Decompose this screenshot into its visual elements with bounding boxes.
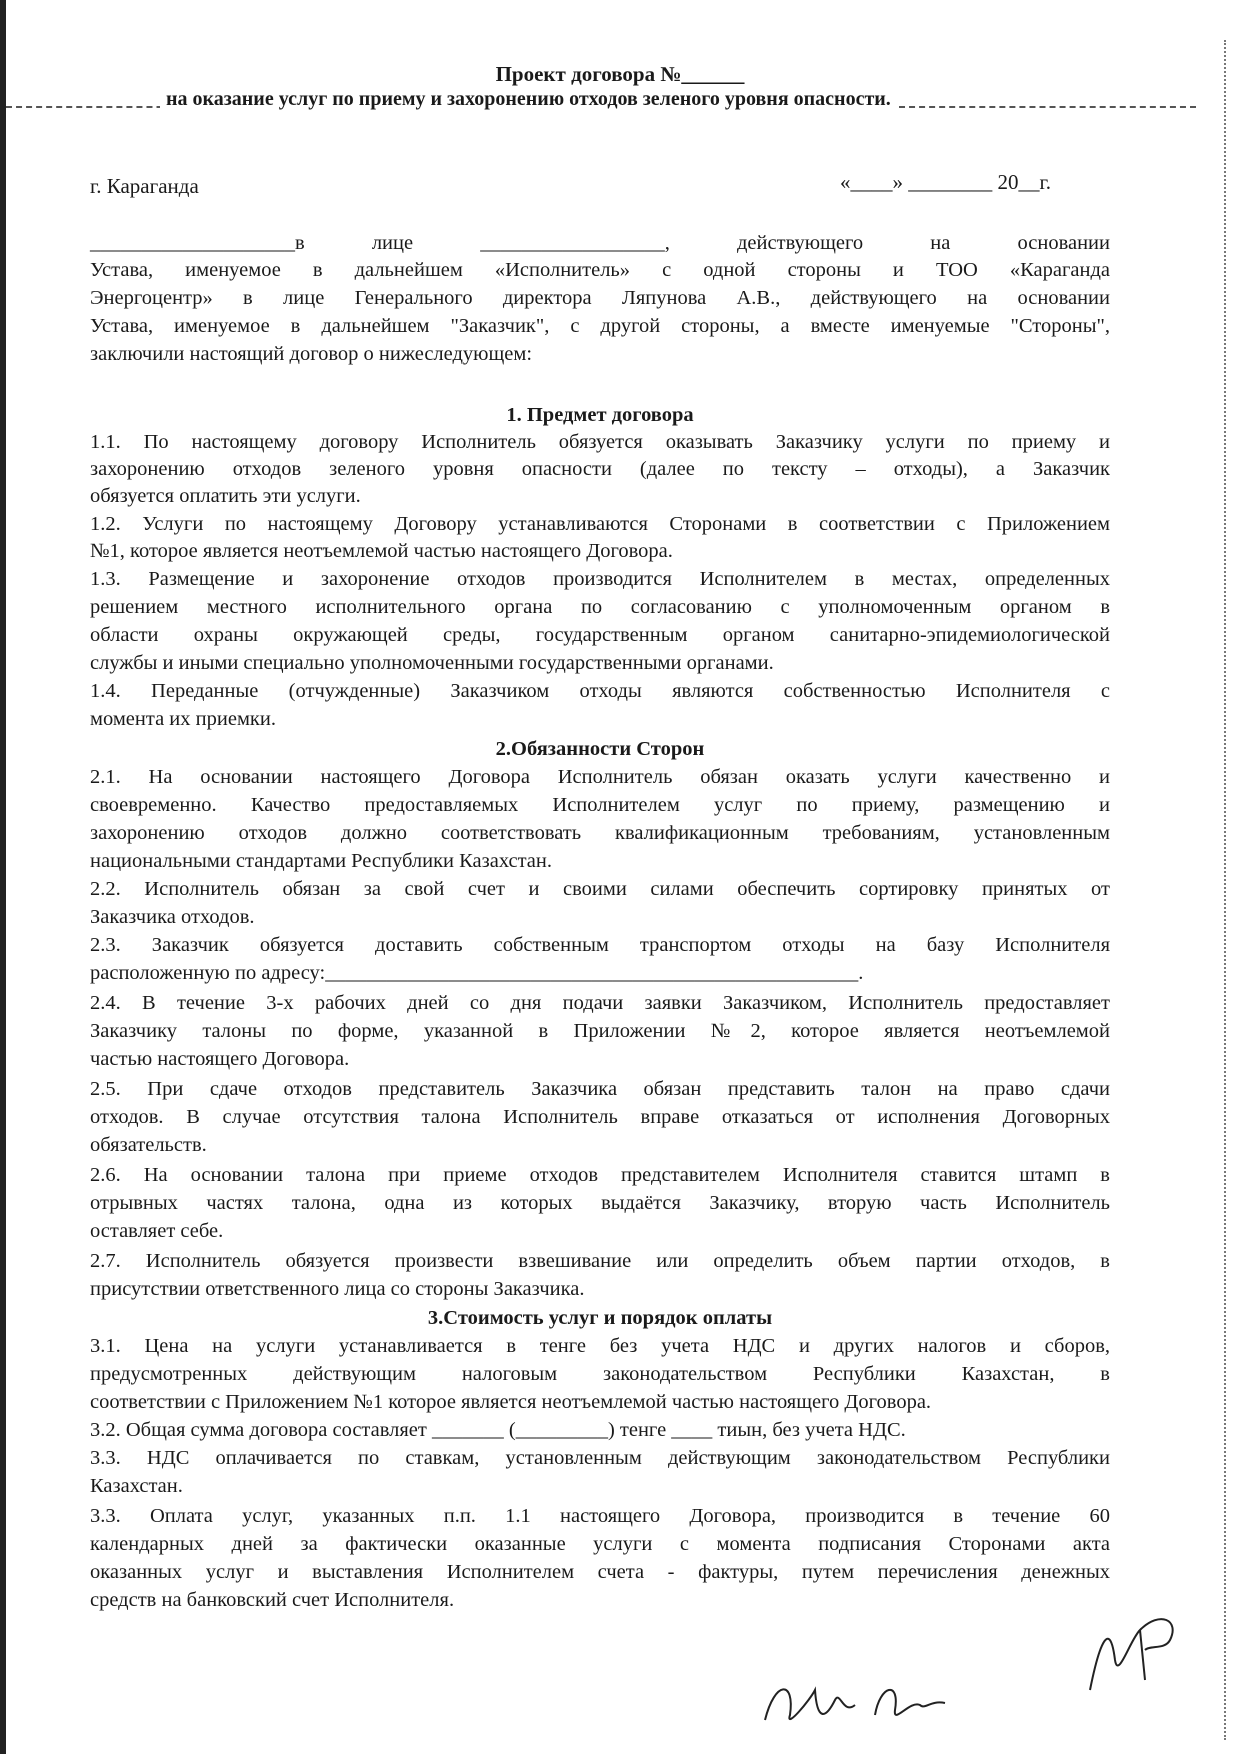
section-heading: 2.Обязанности Сторон <box>495 738 705 760</box>
clause-line: Заказчику талоны по форме, указанной в Приложении №2, которое является неотъемлемой <box>90 1020 1110 1042</box>
clause-line: 1.3. Размещение и захоронение отходов производится Исполнителем в местах, определенных <box>90 568 1110 590</box>
handwritten-signature <box>1070 1600 1200 1710</box>
handwritten-signature <box>865 1665 955 1735</box>
clause-line: 2.2. Исполнитель обязан за свой счет и своими силами обеспечить сортировку принятых от <box>90 878 1110 900</box>
date-blank: «____» ________ 20__г. <box>840 170 1051 194</box>
clause-line: оказанных услуг и выставления Исполнителем счета - фактуры, путем перечисления денежных <box>90 1561 1110 1583</box>
clause-line: предусмотренных действующим налоговым законодательством Республики Казахстан, в <box>90 1363 1110 1385</box>
clause-line: 3.3. НДС оплачивается по ставкам, установленным действующим законодательством Республики <box>90 1447 1110 1469</box>
clause-line: обязуется оплатить эти услуги. <box>90 485 361 507</box>
document-subtitle: на оказание услуг по приему и захоронению отходов зеленого уровня опасности. <box>160 88 897 111</box>
clause-line: отрывных частях талона, одна из которых выдаётся Заказчику, вторую часть Исполнитель <box>90 1192 1110 1214</box>
document-title: Проект договора №______ <box>495 62 745 86</box>
clause-line: 2.3. Заказчик обязуется доставить собственным транспортом отходы на базу Исполнителя <box>90 934 1110 956</box>
clause-line: 1.1. По настоящему договору Исполнитель обязуется оказывать Заказчику услуги по приему и <box>90 431 1110 453</box>
preamble-line: ____________________в лице __________________, действующего на основании <box>90 232 1110 254</box>
clause-line: присутствии ответственного лица со стороны Заказчика. <box>90 1278 585 1300</box>
clause-line: захоронению отходов должно соответствовать квалификационным требованиям, установленным <box>90 822 1110 844</box>
clause-line: частью настоящего Договора. <box>90 1048 350 1070</box>
clause-line: средств на банковский счет Исполнителя. <box>90 1589 455 1611</box>
clause-line: службы и иными специально уполномоченными государственными органами. <box>90 652 774 674</box>
clause-line: своевременно. Качество предоставляемых Исполнителем услуг по приему, размещению и <box>90 794 1110 816</box>
clause-line: национальными стандартами Республики Казахстан. <box>90 850 552 872</box>
clause-line: отходов. В случае отсутствия талона Исполнитель вправе отказаться от исполнения Договорных <box>90 1106 1110 1128</box>
preamble-line: Устава, именуемое в дальнейшем "Заказчик", с другой стороны, а вместе именуемые "Стороны", <box>90 315 1110 337</box>
clause-line: 1.4. Переданные (отчужденные) Заказчиком отходы являются собственностью Исполнителя с <box>90 680 1110 702</box>
clause-line: №1, которое является неотъемлемой частью настоящего Договора. <box>90 540 673 562</box>
preamble-line: Энергоцентр» в лице Генерального директора Ляпунова А.В., действующего на основании <box>90 287 1110 309</box>
clause-line: оставляет себе. <box>90 1220 224 1242</box>
preamble-line: заключили настоящий договор о нижеследующем: <box>90 343 533 365</box>
clause-line: обязательств. <box>90 1134 207 1156</box>
place: г. Караганда <box>90 174 199 198</box>
sum-blank: 3.2. Общая сумма договора составляет _______ (_________) тенге ____ тиын, без учета НДС. <box>90 1419 906 1441</box>
clause-line: решением местного исполнительного органа по согласованию с уполномоченным органом в <box>90 596 1110 618</box>
clause-line: момента их приемки. <box>90 708 276 730</box>
clause-line: 3.1. Цена на услуги устанавливается в тенге без учета НДС и других налогов и сборов, <box>90 1335 1110 1357</box>
clause-line: 2.5. При сдаче отходов представитель Заказчика обязан представить талон на право сдачи <box>90 1078 1110 1100</box>
clause-line: 2.4. В течение 3-х рабочих дней со дня подачи заявки Заказчиком, Исполнитель предоставляет <box>90 992 1110 1014</box>
clause-line: области охраны окружающей среды, государственным органом санитарно-эпидемиологической <box>90 624 1110 646</box>
clause-line: календарных дней за фактически оказанные услуги с момента подписания Сторонами акта <box>90 1533 1110 1555</box>
clause-line: 2.7. Исполнитель обязуется произвести взвешивание или определить объем партии отходов, в <box>90 1250 1110 1272</box>
clause-line: соответствии с Приложением №1 которое является неотъемлемой частью настоящего Договора. <box>90 1391 932 1413</box>
clause-line: 2.6. На основании талона при приеме отходов представителем Исполнителя ставится штамп в <box>90 1164 1110 1186</box>
scan-edge <box>0 0 6 1754</box>
scan-right-margin <box>1220 40 1226 1740</box>
section-heading: 1. Предмет договора <box>506 404 694 426</box>
handwritten-signature <box>755 1660 875 1740</box>
section-heading: 3.Стоимость услуг и порядок оплаты <box>427 1307 773 1329</box>
clause-line: 2.1. На основании настоящего Договора Исполнитель обязан оказать услуги качественно и <box>90 766 1110 788</box>
preamble-line: Устава, именуемое в дальнейшем «Исполнитель» с одной стороны и ТОО «Караганда <box>90 259 1110 281</box>
clause-line: Казахстан. <box>90 1475 183 1497</box>
address-blank: расположенную по адресу:____________________________________________________. <box>90 962 864 984</box>
clause-line: 3.3. Оплата услуг, указанных п.п. 1.1 настоящего Договора, производится в течение 60 <box>90 1505 1110 1527</box>
clause-line: 1.2. Услуги по настоящему Договору устанавливаются Сторонами в соответствии с Приложением <box>90 513 1110 535</box>
clause-line: захоронению отходов зеленого уровня опасности (далее по тексту – отходы), а Заказчик <box>90 458 1110 480</box>
clause-line: Заказчика отходов. <box>90 906 255 928</box>
